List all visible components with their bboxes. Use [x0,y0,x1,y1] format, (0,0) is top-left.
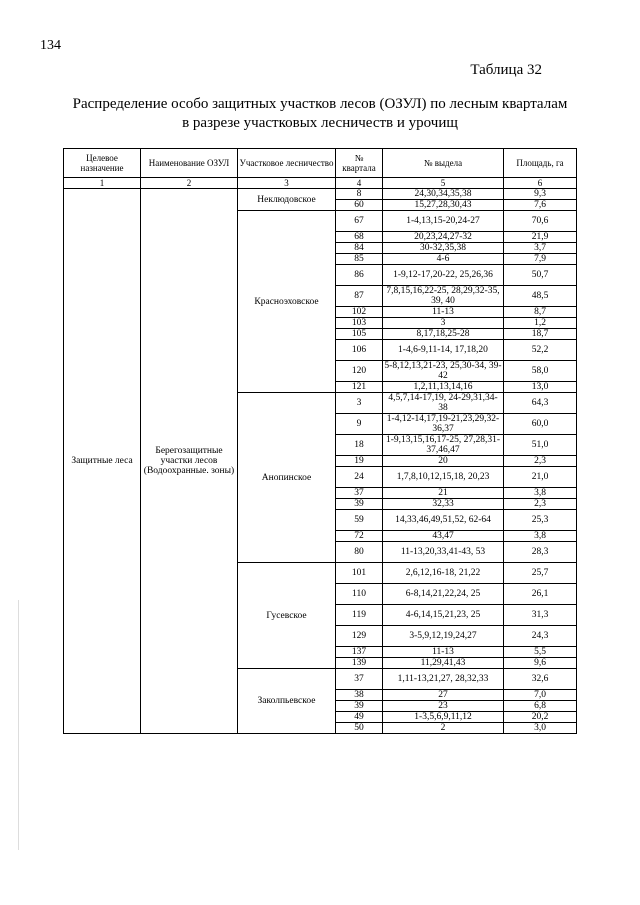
vydel-cell: 1-4,12-14,17,19-21,23,29,32-36,37 [383,414,504,435]
quarter-cell: 137 [336,647,383,658]
area-cell: 2,3 [504,499,577,510]
vydel-cell: 1-4,6-9,11-14, 17,18,20 [383,340,504,361]
quarter-cell: 18 [336,435,383,456]
area-cell: 20,2 [504,712,577,723]
area-cell: 3,7 [504,243,577,254]
purpose-cell: Защитные леса [64,189,141,734]
area-cell: 70,6 [504,211,577,232]
area-cell: 3,0 [504,723,577,734]
header-number: 2 [141,178,238,189]
area-cell: 31,3 [504,605,577,626]
area-cell: 48,5 [504,286,577,307]
area-cell: 6,8 [504,701,577,712]
vydel-cell: 11-13 [383,307,504,318]
quarter-cell: 72 [336,531,383,542]
header-number: 3 [238,178,336,189]
area-cell: 26,1 [504,584,577,605]
vydel-cell: 32,33 [383,499,504,510]
quarter-cell: 102 [336,307,383,318]
quarter-cell: 49 [336,712,383,723]
vydel-cell: 1-9,12-17,20-22, 25,26,36 [383,265,504,286]
scan-edge-line [18,600,19,850]
quarter-cell: 39 [336,499,383,510]
quarter-cell: 59 [336,510,383,531]
quarter-cell: 39 [336,701,383,712]
vydel-cell: 1-4,13,15-20,24-27 [383,211,504,232]
table-label: Таблица 32 [470,62,542,78]
quarter-cell: 84 [336,243,383,254]
vydel-cell: 1,11-13,21,27, 28,32,33 [383,669,504,690]
area-cell: 24,3 [504,626,577,647]
header-quarter: № квартала [336,149,383,178]
quarter-cell: 50 [336,723,383,734]
header-number: 4 [336,178,383,189]
area-cell: 50,7 [504,265,577,286]
forestry-name-cell: Гусевское [238,563,336,669]
table-row [64,189,577,200]
area-cell: 7,6 [504,200,577,211]
vydel-cell: 21 [383,488,504,499]
quarter-cell: 85 [336,254,383,265]
area-cell: 8,7 [504,307,577,318]
area-cell: 28,3 [504,542,577,563]
vydel-cell: 7,8,15,16,22-25, 28,29,32-35, 39, 40 [383,286,504,307]
vydel-cell: 43,47 [383,531,504,542]
area-cell: 64,3 [504,393,577,414]
vydel-cell: 30-32,35,38 [383,243,504,254]
area-cell: 18,7 [504,329,577,340]
vydel-cell: 3-5,9,12,19,24,27 [383,626,504,647]
quarter-cell: 38 [336,690,383,701]
vydel-cell: 4-6 [383,254,504,265]
quarter-cell: 119 [336,605,383,626]
area-cell: 9,3 [504,189,577,200]
quarter-cell: 110 [336,584,383,605]
vydel-cell: 5-8,12,13,21-23, 25,30-34, 39-42 [384,361,502,381]
title-line-2: в разрезе участковых лесничеств и урочищ [182,115,458,131]
title-line-1: Распределение особо защитных участков лесов (ОЗУЛ) по лесным кварталам [72,96,568,112]
vydel-cell: 1-3,5,6,9,11,12 [383,712,504,723]
document-title [40,95,600,133]
quarter-cell: 103 [336,318,383,329]
quarter-cell: 3 [336,393,383,414]
area-cell: 9,6 [504,658,577,669]
vydel-cell: 2,6,12,16-18, 21,22 [383,563,504,584]
header-forestry: Участковое лесничество [238,149,336,178]
vydel-cell: 20,23,24,27-32 [383,232,504,243]
quarter-cell: 24 [336,467,383,488]
page-number: 134 [40,38,61,53]
quarter-cell: 68 [336,232,383,243]
area-cell: 52,2 [504,340,577,361]
header-area: Площадь, га [504,149,577,178]
vydel-cell: 11-13 [383,647,504,658]
quarter-cell: 37 [336,488,383,499]
quarter-cell: 86 [336,265,383,286]
quarter-cell: 101 [336,563,383,584]
quarter-cell: 80 [336,542,383,563]
forestry-name-cell: Неклюдовское [238,189,336,211]
area-cell: 7,9 [504,254,577,265]
vydel-cell: 27 [383,690,504,701]
quarter-cell: 9 [336,414,383,435]
area-cell: 7,0 [504,690,577,701]
area-cell: 25,7 [504,563,577,584]
quarter-cell: 106 [336,340,383,361]
area-cell: 32,6 [504,669,577,690]
vydel-cell: 1,2,11,13,14,16 [383,382,504,393]
header-ozul-name: Наименование ОЗУЛ [141,149,238,178]
forest-areas-table [63,148,577,734]
header-numbers-row [64,178,577,189]
forestry-name-cell: Заколпьевское [238,669,336,734]
header-number: 5 [383,178,504,189]
vydel-cell: 20 [383,456,504,467]
quarter-cell: 37 [336,669,383,690]
vydel-cell: 11,29,41,43 [383,658,504,669]
quarter-cell: 120 [336,361,383,382]
vydel-cell: 23 [383,701,504,712]
forestry-name-cell: Анопинское [238,393,336,563]
quarter-cell: 105 [336,329,383,340]
quarter-cell: 87 [336,286,383,307]
area-cell: 21,9 [504,232,577,243]
vydel-cell: 1,7,8,10,12,15,18, 20,23 [383,467,504,488]
vydel-cell: 2 [383,723,504,734]
ozul-name-cell: Берегозащитные участки лесов (Водоохранные. зоны) [141,189,238,734]
area-cell: 13,0 [504,382,577,393]
vydel-cell: 14,33,46,49,51,52, 62-64 [383,510,504,531]
area-cell: 3,8 [504,531,577,542]
header-number: 6 [504,178,577,189]
header-row [64,149,577,178]
quarter-cell: 129 [336,626,383,647]
area-cell: 2,3 [504,456,577,467]
forestry-name-cell: Красноэховское [238,211,336,393]
quarter-cell: 8 [336,189,383,200]
vydel-cell: 15,27,28,30,43 [383,200,504,211]
vydel-cell: 11-13,20,33,41-43, 53 [383,542,504,563]
quarter-cell: 60 [336,200,383,211]
table-body [64,189,577,734]
area-cell: 21,0 [504,467,577,488]
area-cell: 51,0 [504,435,577,456]
quarter-cell: 67 [336,211,383,232]
vydel-cell: 3 [383,318,504,329]
header-number: 1 [64,178,141,189]
area-cell: 60,0 [504,414,577,435]
area-cell: 3,8 [504,488,577,499]
vydel-cell: 8,17,18,25-28 [383,329,504,340]
area-cell: 5,5 [504,647,577,658]
vydel-cell: 24,30,34,35,38 [383,189,504,200]
area-cell: 25,3 [504,510,577,531]
vydel-cell: 4,5,7,14-17,19, 24-29,31,34-38 [383,393,504,414]
area-cell: 1,2 [504,318,577,329]
area-cell: 58,0 [504,361,577,382]
vydel-cell: 6-8,14,21,22,24, 25 [383,584,504,605]
vydel-cell: 1-9,13,15,16,17-25, 27,28,31-37,46,47 [383,435,504,456]
quarter-cell: 121 [336,382,383,393]
vydel-cell: 4-6,14,15,21,23, 25 [383,605,504,626]
quarter-cell: 19 [336,456,383,467]
quarter-cell: 139 [336,658,383,669]
header-vydel: № выдела [383,149,504,178]
header-purpose: Целевое назначение [64,149,141,178]
